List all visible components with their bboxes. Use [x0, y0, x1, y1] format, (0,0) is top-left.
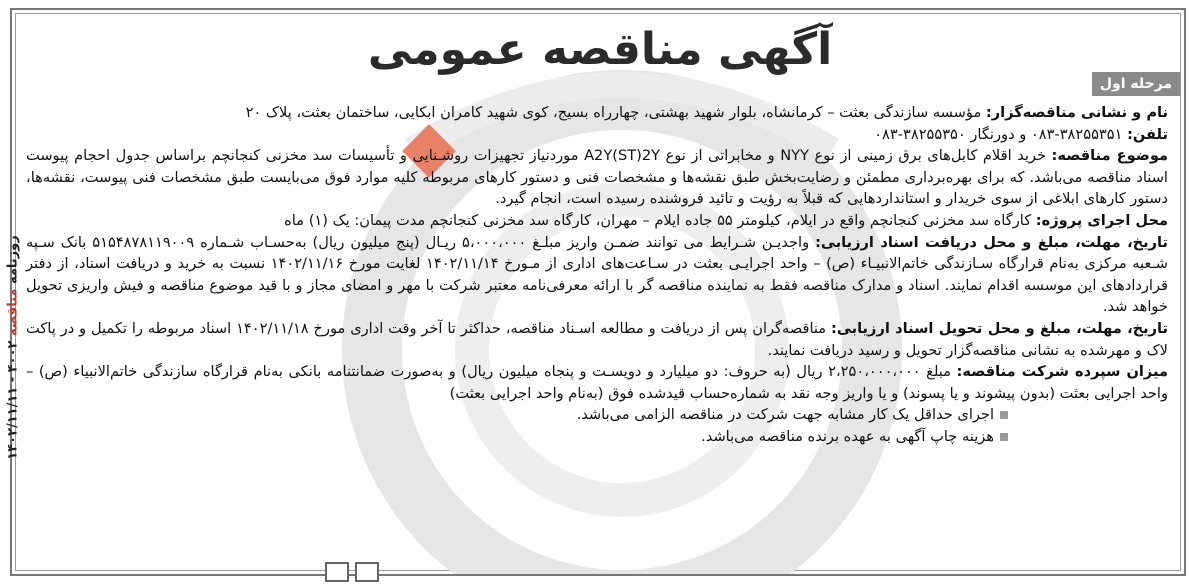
- decor-box: [355, 562, 379, 582]
- notice-body: [26, 102, 1168, 448]
- newspaper-side-label: [0, 225, 24, 475]
- bottom-decoration: [325, 562, 385, 584]
- organizer-paragraph: [26, 102, 1168, 124]
- newspaper-name-accent: مناقصه: [5, 288, 21, 337]
- deposit-text: مبلغ ۲،۲۵۰،۰۰۰،۰۰۰ ریال (به حروف: دو میلیارد و دویسـت و پنجاه میلیون ریال) و به‌صورت ضمانتنامه بانکی به‌نام قرارگاه سازندگی خاتم‌الانبیاء (ص) – واحد اجرایی بعثت (بدون پیشوند و یا پسوند) و یا واریز وجه نقد به شماره‌حساب قیدشده فوق (به‌نام واحد اجرایی بعثت): [26, 363, 1168, 402]
- note-text: هزینه چاپ آگهی به عهده برنده مناقصه می‌باشد.: [701, 427, 994, 445]
- newspaper-side-text: [6, 223, 21, 473]
- deposit-label: میزان سپرده شرکت مناقصه:: [956, 363, 1168, 381]
- deposit-paragraph: [26, 361, 1168, 404]
- location-paragraph: [26, 210, 1168, 232]
- location-label: محل اجرای پروژه:: [1035, 211, 1168, 229]
- phone-text: ۳۸۲۵۵۳۵۱-۰۸۳ و دورنگار ۳۸۲۵۵۳۵۰-۰۸۳: [874, 125, 1128, 143]
- subject-text: خرید اقلام کابل‌های برق زمینی از نوع NYY و مخابراتی از نوع A2Y(ST)2Y موردنیاز تجهیزات روشـنایی و تأسیسات سد مخزنی کنجانچم براساس جدول احجام پیوست اسناد مناقصه می‌باشد. که برای بهره‌برداری مطمئن و رضایت‌بخش طبق نقشه‌ها و مشخصات فنی و دستور کارهای مربوطه کلیه موارد فوق می‌بایست طبق مشخصات فنی پیوست، نقشه‌ها، دستور کارهای ابلاغی از سوی خریدار و استانداردهایی که قبلاً به رؤیت و تائید فروشنده رسیده است، انجام گیرد.: [26, 147, 1168, 208]
- organizer-label: نام و نشانی مناقصه‌گزار:: [985, 104, 1168, 121]
- newspaper-issue: ۴۰۰۲ - ۱۴۰۲/۱۱/۱۱: [5, 340, 21, 460]
- decor-box: [325, 562, 349, 582]
- location-text: کارگاه سد مخزنی کنجانچم واقع در ایلام، کیلومتر ۵۵ جاده ایلام – مهران، کارگاه سد مخزنی کنجانچم مدت پیمان: یک (۱) ماه: [284, 211, 1036, 229]
- note-item: [26, 426, 1168, 448]
- subject-label: موضوع مناقصه:: [1051, 147, 1169, 165]
- notice-frame: [10, 8, 1186, 576]
- organizer-text: مؤسسه سازندگی بعثت – کرمانشاه، بلوار شهید بهشتی، چهارراه بسیج، کوی شهید کامران ابکایی، ساختمان بعثت، پلاک ۲۰: [245, 104, 986, 121]
- receive-docs-paragraph: [26, 232, 1168, 318]
- bullet-square-icon: [1000, 433, 1008, 441]
- deliver-docs-paragraph: [26, 318, 1168, 361]
- note-text: اجرای حداقل یک کار مشابه جهت شرکت در مناقصه الزامی می‌باشد.: [576, 406, 994, 424]
- deliver-docs-text: مناقصه‌گران پس از دریافت و مطالعه اسـناد مناقصه، حداکثر تا آخر وقت اداری مورخ ۱۴۰۲/۱۱/۱۸ اسناد مربوطه را تکمیل و در پاکت لاک و مهرشده به نشانی مناقصه‌گزار تحویل و رسید دریافت نمایند.: [26, 319, 1168, 359]
- deliver-docs-label: تاریخ، مهلت، مبلغ و محل تحویل اسناد ارزیابی:: [831, 319, 1169, 337]
- note-item: [26, 404, 1168, 426]
- newspaper-name: روزنامه: [5, 235, 21, 285]
- stage-badge: مرحله اول: [1092, 72, 1180, 96]
- phone-label: تلفن:: [1127, 125, 1168, 143]
- receive-docs-text: واجدیـن شـرایط می توانند ضمـن واریز مبلـغ ۵،۰۰۰،۰۰۰ ریـال (پنج میلیون ریال) به‌حسـاب شـماره ۵۱۵۴۸۷۸۱۱۹۰۰۹ بانک سـپه شـعبه مرکزی به‌نام قرارگاه سـازندگی خاتم‌الانبیـاء (ص) – واحد اجرایـی بعثت در سـاعت‌های اداری از مـورخ ۱۴۰۲/۱۱/۱۴ لغایت مورخ ۱۴۰۲/۱۱/۱۶ نسبت به خرید و دریافت اسناد، از دفتر قراردادهای این موسسه اقدام نمایند. اسناد و مدارک مناقصه فقط به نماینده مناقصه گر با ارائه معرفی‌نامه معتبر شرکت با مهر و امضای مجاز و با قید موضوع مناقصه و فیش واریزی تحویل خواهد شد.: [26, 233, 1168, 316]
- subject-paragraph: [26, 145, 1168, 210]
- phone-paragraph: [26, 124, 1168, 146]
- receive-docs-label: تاریخ، مهلت، مبلغ و محل دریافت اسناد ارزیابی:: [815, 233, 1168, 251]
- bullet-square-icon: [1000, 411, 1008, 419]
- notice-title: آگهی مناقصه عمومی: [367, 24, 833, 75]
